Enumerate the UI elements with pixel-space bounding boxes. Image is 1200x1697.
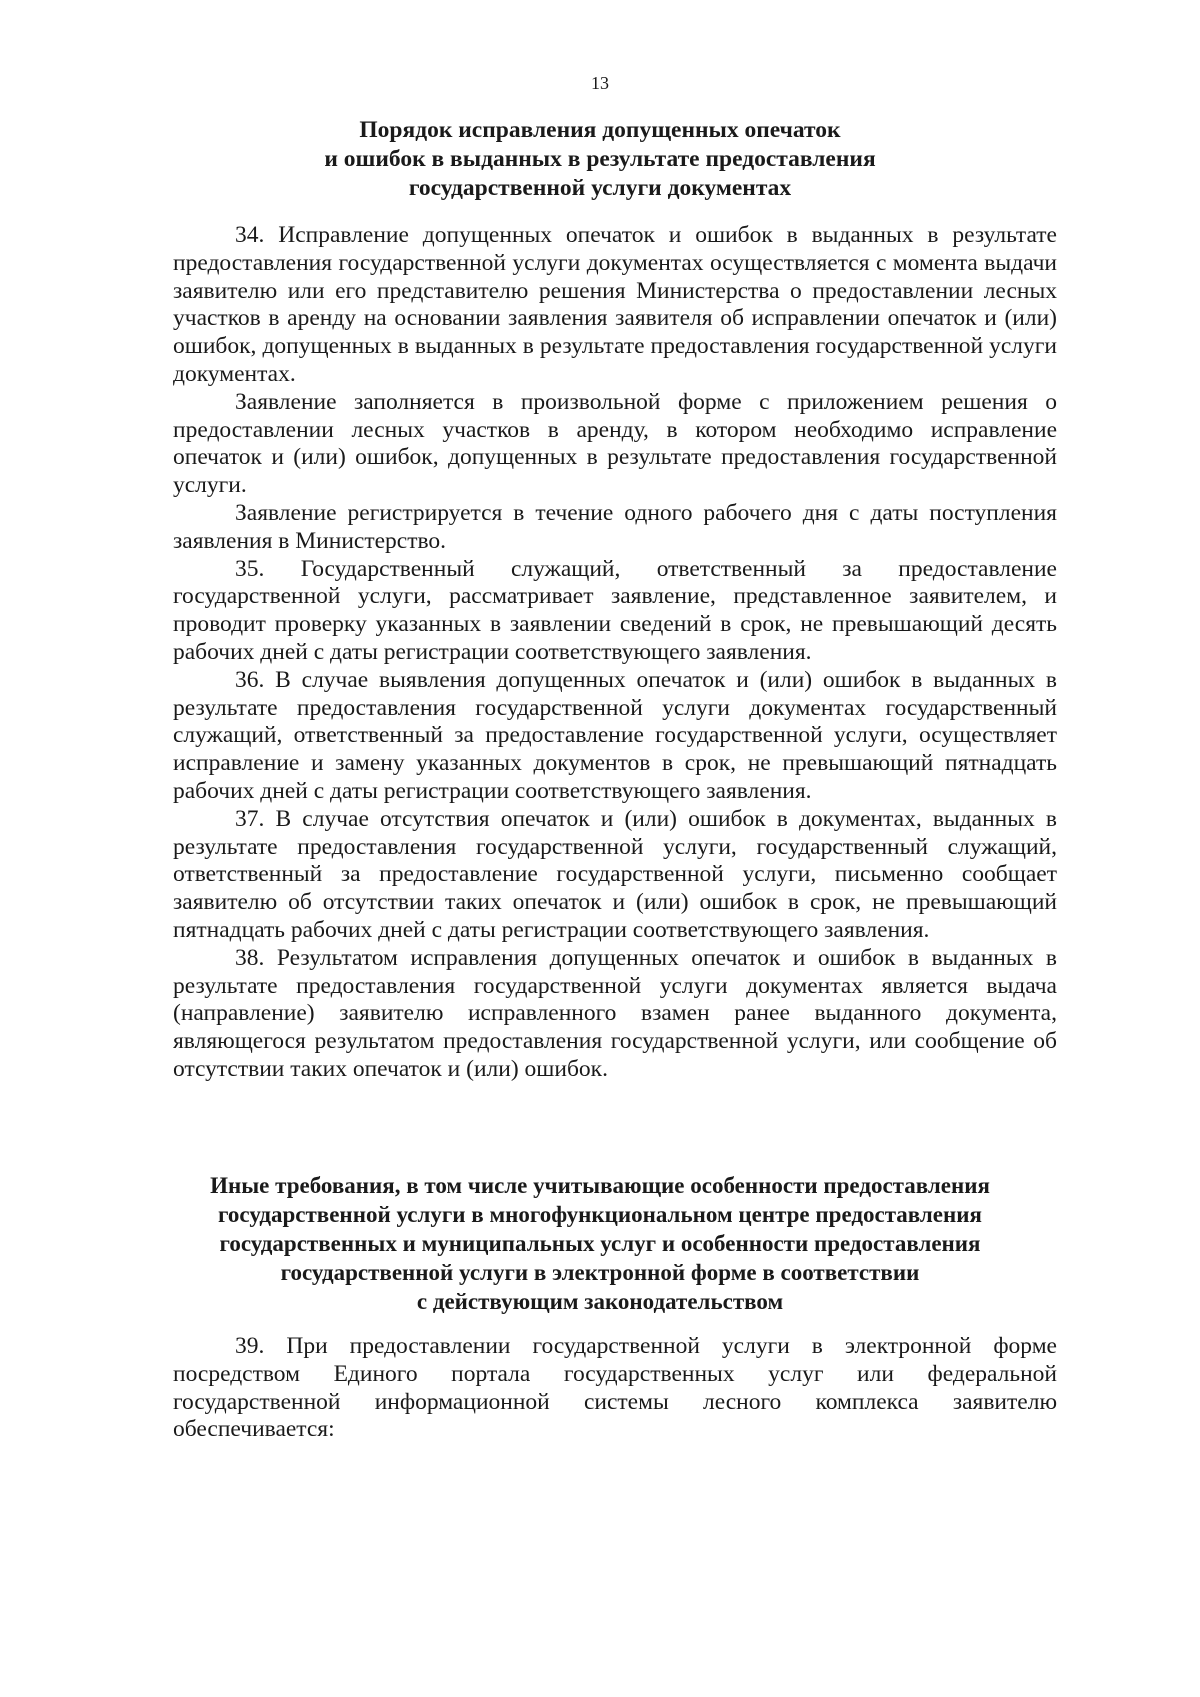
heading-line: с действующим законодательством <box>416 1289 784 1314</box>
heading-line: государственных и муниципальных услуг и особенности предоставления <box>219 1231 981 1256</box>
heading-line: и ошибок в выданных в результате предоставления <box>324 146 876 172</box>
section-body-other-requirements <box>173 1333 1057 1444</box>
paragraph-36: 36. В случае выявления допущенных опечаток и (или) ошибок в выданных в результате предоставления государственной услуги документах государственный служащий, ответственный за предоставление государственной услуги, осуществляет исправление и замену указанных документов в срок, не превышающий пятнадцать рабочих дней с даты регистрации соответствующего заявления. <box>173 666 1057 804</box>
heading-line: государственной услуги в электронной форме в соответствии <box>280 1260 920 1285</box>
heading-line: Иные требования, в том числе учитывающие особенности предоставления <box>210 1173 990 1198</box>
section-body-typo-correction <box>173 222 1057 1084</box>
paragraph-38: 38. Результатом исправления допущенных опечаток и ошибок в выданных в результате предоставления государственной услуги документах является выдача (направление) заявителю исправленного взамен ранее выданного документа, являющегося результатом предоставления государственной услуги, или сообщение об отсутствии таких опечаток и (или) ошибок. <box>173 944 1057 1082</box>
section-heading-other-requirements <box>150 1171 1050 1316</box>
paragraph-34: 34. Исправление допущенных опечаток и ошибок в выданных в результате предоставления государственной услуги документах осуществляется с момента выдачи заявителю или его представителю решения Министерства о предоставлении лесных участков в аренду на основании заявления заявителя об исправлении опечаток и (или) ошибок, допущенных в выданных в результате предоставления государственной услуги документах. <box>173 222 1057 387</box>
heading-line: Порядок исправления допущенных опечаток <box>359 117 841 143</box>
paragraph-39: 39. При предоставлении государственной услуги в электронной форме посредством Единого портала государственных услуг или федеральной государственной информационной системы лесного комплекса заявителю обеспечивается: <box>173 1333 1057 1443</box>
heading-line: государственной услуги в многофункциональном центре предоставления <box>218 1202 982 1227</box>
paragraph-application-form: Заявление заполняется в произвольной форме с приложением решения о предоставлении лесных участков в аренду, в котором необходимо исправление опечаток и (или) ошибок, допущенных в результате предоставления государственной услуги. <box>173 388 1057 499</box>
heading-line: государственной услуги документах <box>408 175 792 201</box>
paragraph-35: 35. Государственный служащий, ответственный за предоставление государственной услуги, рассматривает заявление, представленное заявителем, и проводит проверку указанных в заявлении сведений в срок, не превышающий десять рабочих дней с даты регистрации соответствующего заявления. <box>173 555 1057 665</box>
paragraph-application-registration: Заявление регистрируется в течение одного рабочего дня с даты поступления заявления в Министерство. <box>173 499 1057 554</box>
section-heading-typo-correction <box>160 116 1040 203</box>
page-number: 13 <box>591 73 609 93</box>
paragraph-37: 37. В случае отсутствия опечаток и (или) ошибок в документах, выданных в результате предоставления государственной услуги, государственный служащий, ответственный за предоставление государственной услуги, письменно сообщает заявителю об отсутствии таких опечаток и (или) ошибок в срок, не превышающий пятнадцать рабочих дней с даты регистрации соответствующего заявления. <box>173 805 1057 943</box>
